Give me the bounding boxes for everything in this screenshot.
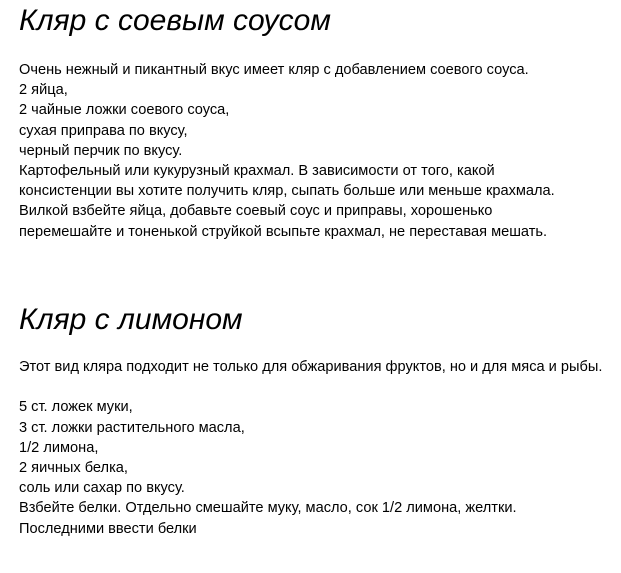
ingredient-line: черный перчик по вкусу. [19,142,183,159]
section-title-lemon: Кляр с лимоном [19,303,243,336]
ingredient-line: сухая приправа по вкусу, [19,122,188,139]
paragraph-line: Картофельный или кукурузный крахмал. В зависимости от того, какой [19,163,495,180]
ingredient-line: 2 чайные ложки соевого соуса, [19,102,230,119]
paragraph-line: перемешайте и тоненькой струйкой всыпьте крахмал, не переставая мешать. [19,223,548,240]
paragraph-line: Последними ввести белки [19,520,197,537]
ingredient-line: 2 яйца, [19,82,68,99]
ingredient-line: 2 яичных белка, [19,460,128,476]
paragraph-line: консистенции вы хотите получить кляр, сыпать больше или меньше крахмала. [19,183,555,200]
section-title-soy-sauce: Кляр с соевым соусом [19,4,331,37]
ingredient-line: 1/2 лимона, [19,439,99,456]
ingredient-line: 3 ст. ложки растительного масла, [19,419,245,436]
section-body-soy-sauce [19,60,617,242]
intro-paragraph: Этот вид кляра подходит не только для обжаривания фруктов, но и для мяса и рыбы. [19,359,603,375]
blank-line [19,377,617,397]
ingredient-line: соль или сахар по вкусу. [19,480,185,497]
paragraph-line: Взбейте белки. Отдельно смешайте муку, масло, сок 1/2 лимона, желтки. [19,500,517,517]
ingredient-line: 5 ст. ложек муки, [19,399,133,416]
paragraph-line: Вилкой взбейте яйца, добавьте соевый соус и приправы, хорошенько [19,203,493,220]
paragraph-line: Очень нежный и пикантный вкус имеет кляр с добавлением соевого соуса. [19,62,529,78]
section-body-lemon [19,357,617,539]
